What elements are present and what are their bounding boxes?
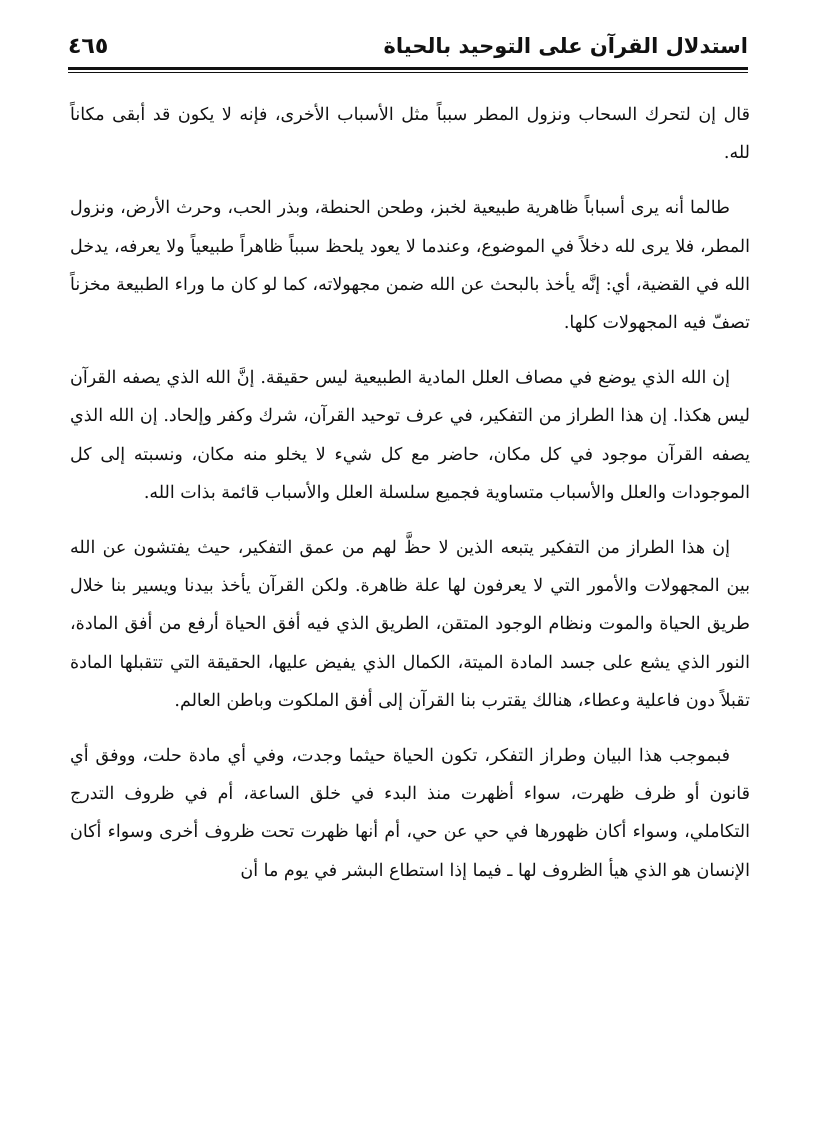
paragraph-2: طالما أنه يرى أسباباً ظاهرية طبيعية لخبز، وطحن الحنطة، وبذر الحب، وحرث الأرض، ونزول المطر، فلا يرى لله دخلاً في الموضوع، وعندما لا يعود يلحظ سبباً ظاهراً طبيعياً ولا يعرفه، يدخل الله في القضية، أي: إنَّه يأخذ بالبحث عن الله ضمن مجهولاته، كما لو كان ما وراء الطبيعة مخزناً تصفّ فيه المجهولات كلها. — [70, 198, 750, 334]
page-header — [68, 28, 748, 64]
page-body — [70, 96, 750, 907]
paragraph-3: إن الله الذي يوضع في مصاف العلل المادية الطبيعية ليس حقيقة. إنَّ الله الذي يصفه القرآن ليس هكذا. إن هذا الطراز من التفكير، في عرف توحيد القرآن، شرك وكفر وإلحاد. إن الله الذي يصفه القرآن موجود في كل مكان، حاضر مع كل شيء لا يخلو منه مكان، ونسبته إلى كل الموجودات والعلل والأسباب متساوية فجميع سلسلة العلل والأسباب قائمة بذات الله. — [70, 368, 750, 503]
header-rule-thin — [68, 72, 748, 73]
paragraph-1: قال إن لتحرك السحاب ونزول المطر سبباً مثل الأسباب الأخرى، فإنه لا يكون قد أبقى مكاناً لله. — [70, 105, 750, 164]
header-rule-thick — [68, 67, 748, 70]
paragraph-4: إن هذا الطراز من التفكير يتبعه الذين لا حظَّ لهم من عمق التفكير، حيث يفتشون عن الله بين المجهولات والأمور التي لا يعرفون لها علة ظاهرة. ولكن القرآن يأخذ بيدنا ويسير بنا خلال طريق الحياة والموت ونظام الوجود المتقن، الطريق الذي فيه أفق الحياة أرفع من أفق المادة، النور الذي يشع على جسد المادة الميتة، الكمال الذي يفيض عليها، الحقيقة التي تتقبلها المادة تقبلاً دون فاعلية وعطاء، هنالك يقترب بنا القرآن إلى أفق الملكوت وباطن العالم. — [70, 538, 750, 711]
page-number: ٤٦٥ — [68, 33, 109, 59]
paragraph-5: فبموجب هذا البيان وطراز التفكر، تكون الحياة حيثما وجدت، وفي أي مادة حلت، ووفق أي قانون أو ظرف ظهرت، سواء أظهرت منذ البدء في خلق الساعة، أم في ظروف التدرج التكاملي، وسواء أكان ظهورها في حي عن حي، أم أنها ظهرت تحت ظروف أخرى وسواء أكان الإنسان هو الذي هيأ الظروف لها ـ فيما إذا استطاع البشر في يوم ما أن — [70, 746, 750, 881]
running-title: استدلال القرآن على التوحيد بالحياة — [383, 34, 748, 58]
